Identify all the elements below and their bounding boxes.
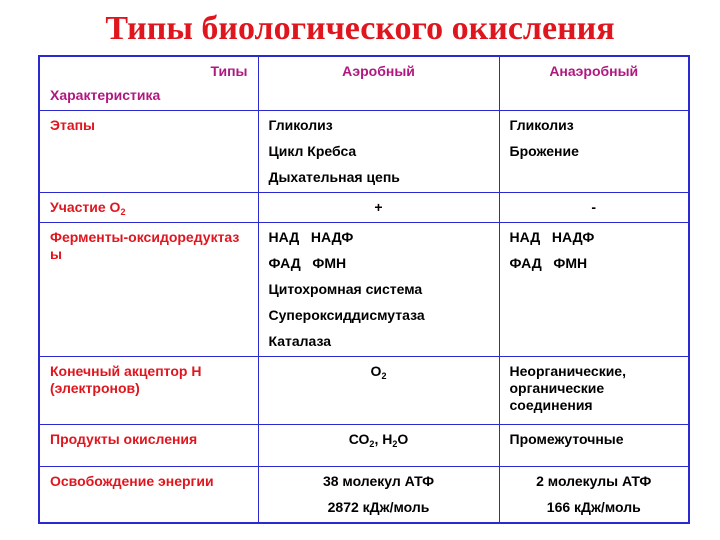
enzymes-anaerobic-cell [499, 223, 689, 357]
table-row-header [39, 56, 689, 111]
acceptor-aerobic [258, 357, 499, 425]
list-item: 166 кДж/моль [546, 499, 641, 515]
acceptor-anaerobic: Неорганические, органические соединения [499, 357, 689, 425]
row-label-stages: Этапы [39, 111, 258, 193]
list-item: Цитохромная система [268, 281, 423, 297]
list-item: ФАД ФМН [509, 255, 588, 271]
page-title: Типы биологического окисления [105, 10, 615, 47]
stages-aerobic-cell [258, 111, 499, 193]
products-co-text: СО [348, 431, 370, 447]
list-item: 2872 кДж/моль [327, 499, 430, 515]
acceptor-aerobic-subscript: 2 [381, 371, 387, 381]
table-row-energy [39, 467, 689, 524]
list-item: Цикл Кребса [268, 143, 357, 159]
table-row-products [39, 425, 689, 467]
products-co-subscript: 2 [369, 439, 375, 449]
table-row-oxygen [39, 193, 689, 223]
oxygen-anaerobic: - [499, 193, 689, 223]
row-label-acceptor: Конечный акцептор Н (электронов) [39, 357, 258, 425]
energy-aerobic-cell [258, 467, 499, 524]
products-h-subscript: 2 [392, 439, 398, 449]
oxygen-label-text: Участие О [50, 199, 121, 215]
list-item: 2 молекулы АТФ [536, 473, 652, 489]
list-item: ФАД ФМН [268, 255, 347, 271]
list-item: Супероксиддисмутаза [268, 307, 425, 323]
row-label-products: Продукты окисления [39, 425, 258, 467]
table-row-acceptor [39, 357, 689, 425]
list-item: Гликолиз [268, 117, 333, 133]
row-label-oxygen [39, 193, 258, 223]
oxygen-label-subscript: 2 [120, 207, 126, 217]
comparison-table [38, 55, 690, 524]
stages-anaerobic-cell [499, 111, 689, 193]
table-row-stages [39, 111, 689, 193]
enzymes-aerobic-cell [258, 223, 499, 357]
row-label-enzymes: Ферменты-оксидоредуктазы [39, 223, 258, 357]
products-anaerobic: Промежуточные [499, 425, 689, 467]
header-characteristic-label: Характеристика [50, 87, 161, 103]
header-aerobic: Аэробный [258, 56, 499, 111]
table-row-enzymes [39, 223, 689, 357]
products-aerobic [258, 425, 499, 467]
products-h-text: , Н [374, 431, 393, 447]
header-corner-cell [39, 56, 258, 111]
list-item: Брожение [509, 143, 579, 159]
list-item: НАД НАДФ [268, 229, 354, 245]
acceptor-aerobic-text: О [370, 363, 382, 379]
list-item: НАД НАДФ [509, 229, 595, 245]
list-item: 38 молекул АТФ [322, 473, 435, 489]
energy-anaerobic-cell [499, 467, 689, 524]
header-anaerobic: Анаэробный [499, 56, 689, 111]
header-types-label: Типы [210, 63, 248, 79]
row-label-energy: Освобождение энергии [39, 467, 258, 524]
list-item: Дыхательная цепь [268, 169, 400, 185]
oxygen-aerobic: + [258, 193, 499, 223]
products-o-text: О [397, 431, 409, 447]
list-item: Каталаза [268, 333, 332, 349]
list-item: Гликолиз [509, 117, 574, 133]
